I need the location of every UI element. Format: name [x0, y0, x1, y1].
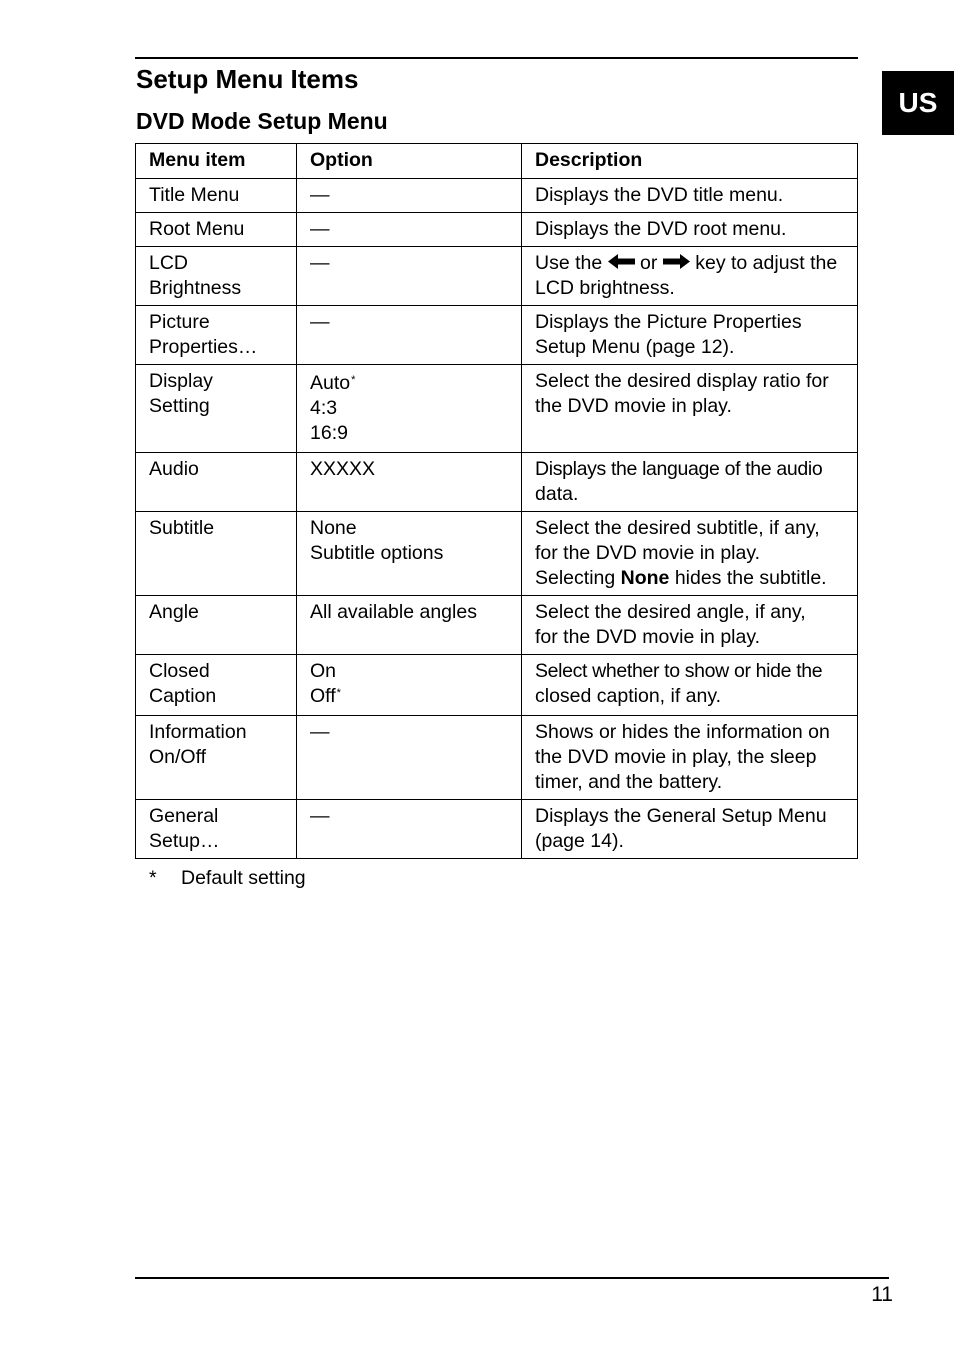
menu-item-cell — [136, 655, 297, 716]
cell-line: None — [310, 517, 357, 539]
cell-line: Select the desired subtitle, if any, — [535, 517, 820, 539]
table-header-row — [136, 144, 858, 179]
menu-item-cell — [136, 179, 297, 213]
option-auto: Auto — [310, 372, 351, 394]
menu-item-cell — [136, 365, 297, 453]
cell-line — [535, 566, 847, 591]
section-title: Setup Menu Items — [136, 64, 359, 94]
cell-line: Brightness — [149, 277, 242, 299]
cell-line: Information — [149, 721, 247, 743]
table-row — [136, 179, 858, 213]
cell-line: Subtitle options — [310, 542, 444, 564]
option-cell — [297, 179, 522, 213]
footnote-mark: * — [149, 867, 157, 889]
table-row — [136, 800, 858, 859]
top-rule — [135, 57, 858, 59]
cell-line — [310, 684, 511, 709]
option-cell — [297, 716, 522, 800]
table-row — [136, 512, 858, 596]
default-mark: * — [351, 374, 356, 386]
cell-line: timer, and the battery. — [535, 771, 723, 793]
cell-line: Displays the Picture Properties — [535, 311, 802, 333]
table-row — [136, 655, 858, 716]
table-row — [136, 365, 858, 453]
cell-line: 16:9 — [310, 422, 348, 444]
menu-item-cell — [136, 716, 297, 800]
table-row — [136, 306, 858, 365]
description-cell — [522, 716, 858, 800]
cell-line: — — [310, 252, 330, 274]
table-row — [136, 247, 858, 306]
description-cell — [522, 596, 858, 655]
setup-menu-table — [135, 143, 858, 859]
cell-line: Root Menu — [149, 218, 245, 240]
cell-line: closed caption, if any. — [535, 685, 722, 707]
menu-item-cell — [136, 453, 297, 512]
cell-line: 4:3 — [310, 397, 338, 419]
menu-item-cell — [136, 213, 297, 247]
text-none-bold: None — [620, 567, 670, 589]
description-cell — [522, 365, 858, 453]
text-hides-subtitle: hides the subtitle. — [674, 567, 827, 589]
cell-line: Setup Menu (page 12). — [535, 336, 735, 358]
default-mark: * — [336, 687, 341, 699]
cell-line: — — [310, 184, 330, 206]
cell-line: Select the desired display ratio for — [535, 370, 829, 392]
column-header-menu-item: Menu item — [136, 144, 297, 179]
option-cell — [297, 655, 522, 716]
description-cell — [522, 512, 858, 596]
menu-item-cell — [136, 512, 297, 596]
cell-line: XXXXX — [310, 458, 376, 480]
language-tab: US — [882, 71, 954, 135]
subsection-title: DVD Mode Setup Menu — [136, 108, 388, 134]
cell-line: data. — [535, 483, 579, 505]
left-arrow-icon — [608, 254, 635, 269]
option-cell — [297, 306, 522, 365]
description-cell — [522, 453, 858, 512]
cell-line: Angle — [149, 601, 199, 623]
cell-line — [310, 371, 511, 396]
cell-line: — — [310, 721, 330, 743]
option-cell — [297, 512, 522, 596]
description-cell — [522, 655, 858, 716]
cell-line: All available angles — [310, 601, 477, 623]
text-use-the: Use the — [535, 252, 603, 274]
cell-line: (page 14). — [535, 830, 624, 852]
cell-line: — — [310, 218, 330, 240]
option-cell — [297, 247, 522, 306]
cell-line: for the DVD movie in play. — [535, 542, 761, 564]
cell-line: the DVD movie in play, the sleep — [535, 746, 817, 768]
text-key-to-adjust: key to adjust the — [695, 252, 838, 274]
cell-line: Displays the General Setup Menu — [535, 805, 827, 827]
menu-item-cell — [136, 306, 297, 365]
option-off: Off — [310, 685, 336, 707]
cell-line: LCD — [149, 252, 189, 274]
option-cell — [297, 800, 522, 859]
cell-line — [535, 251, 847, 276]
table-row — [136, 213, 858, 247]
description-cell — [522, 800, 858, 859]
cell-line: Caption — [149, 685, 217, 707]
description-cell — [522, 213, 858, 247]
cell-line: — — [310, 805, 330, 827]
cell-line: Shows or hides the information on — [535, 721, 830, 743]
cell-line: Subtitle — [149, 517, 215, 539]
description-cell — [522, 306, 858, 365]
cell-line: On/Off — [149, 746, 207, 768]
text-or: or — [640, 252, 658, 274]
option-cell — [297, 213, 522, 247]
cell-line: Select whether to show or hide the — [535, 660, 823, 682]
description-cell — [522, 247, 858, 306]
cell-line: Title Menu — [149, 184, 240, 206]
cell-line: Displays the DVD title menu. — [535, 184, 784, 206]
cell-line: Displays the language of the audio — [535, 458, 823, 480]
cell-line: — — [310, 311, 330, 333]
footnote — [149, 866, 306, 891]
cell-line: Display — [149, 370, 213, 392]
menu-item-cell — [136, 596, 297, 655]
cell-line: Displays the DVD root menu. — [535, 218, 787, 240]
cell-line: Setting — [149, 395, 210, 417]
option-cell — [297, 596, 522, 655]
option-cell — [297, 453, 522, 512]
description-cell — [522, 179, 858, 213]
cell-line: the DVD movie in play. — [535, 395, 732, 417]
table-row — [136, 453, 858, 512]
text-selecting: Selecting — [535, 567, 616, 589]
option-cell — [297, 365, 522, 453]
column-header-description: Description — [522, 144, 858, 179]
column-header-option: Option — [297, 144, 522, 179]
cell-line: General — [149, 805, 219, 827]
cell-line: On — [310, 660, 337, 682]
cell-line: LCD brightness. — [535, 277, 675, 299]
menu-item-cell — [136, 247, 297, 306]
cell-line: Closed — [149, 660, 210, 682]
cell-line: Setup… — [149, 830, 220, 852]
menu-item-cell — [136, 800, 297, 859]
cell-line: for the DVD movie in play. — [535, 626, 761, 648]
footnote-text: Default setting — [181, 867, 306, 889]
cell-line: Picture — [149, 311, 210, 333]
bottom-rule — [135, 1277, 889, 1279]
right-arrow-icon — [663, 254, 690, 269]
page-number: 11 — [871, 1283, 893, 1306]
table-row — [136, 596, 858, 655]
cell-line: Audio — [149, 458, 199, 480]
cell-line: Select the desired angle, if any, — [535, 601, 806, 623]
cell-line: Properties… — [149, 336, 258, 358]
table-row — [136, 716, 858, 800]
